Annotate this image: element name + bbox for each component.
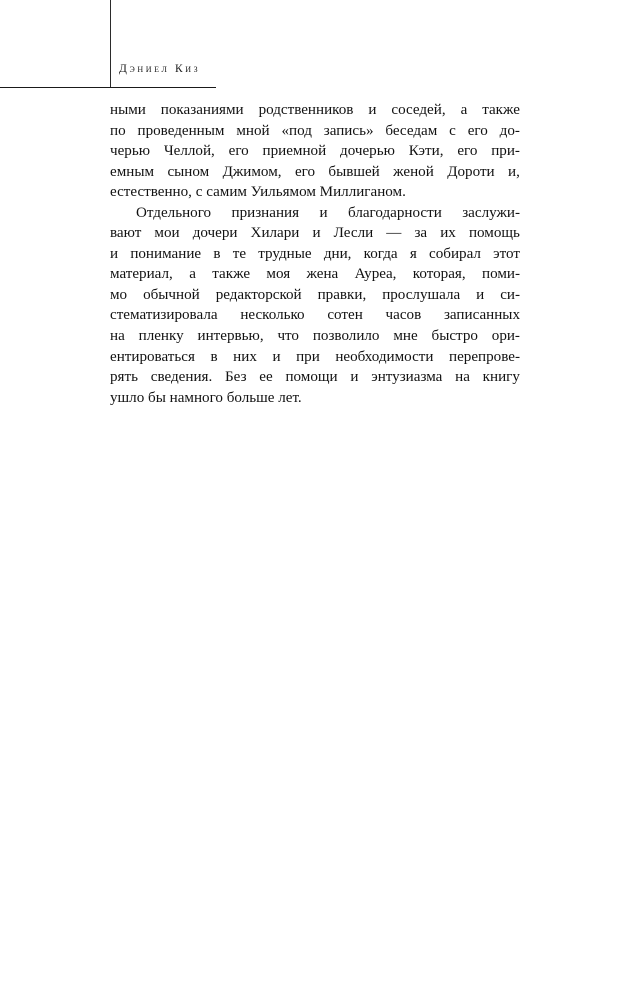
word: ентироваться	[110, 348, 195, 365]
word: и	[312, 225, 321, 242]
text-line	[110, 264, 520, 285]
word: стематизировала	[110, 307, 218, 324]
word: емным	[110, 163, 155, 180]
word: несколько	[240, 307, 305, 324]
word: прослушала	[382, 286, 461, 303]
word: жена	[306, 266, 339, 283]
word: с	[449, 122, 456, 139]
word: показаниями	[160, 102, 244, 118]
word: запись»	[323, 122, 374, 139]
word: его	[294, 163, 315, 180]
word: поми-	[482, 266, 520, 283]
word: пленку	[138, 328, 184, 345]
word: их	[440, 225, 456, 242]
word: дни,	[323, 245, 352, 262]
word: за	[414, 225, 428, 242]
word: помощи	[285, 369, 338, 386]
word: помощь	[468, 225, 520, 242]
word: родственников	[258, 102, 354, 118]
word: на	[455, 369, 470, 386]
running-head-author: Дэниел Киз	[119, 63, 201, 75]
word: и	[319, 204, 328, 221]
word: я	[409, 245, 417, 262]
word: в	[213, 245, 221, 262]
text-line	[110, 244, 520, 265]
word: Джимом,	[222, 163, 282, 180]
word: те	[232, 245, 247, 262]
word: Дороти	[447, 163, 495, 180]
word: часов	[385, 307, 422, 324]
header-horizontal-rule	[0, 87, 216, 88]
word: собирал	[429, 245, 481, 262]
word: по	[110, 122, 126, 139]
word: также	[212, 266, 251, 283]
word: дочери	[192, 225, 238, 242]
word: беседам	[385, 122, 438, 139]
text-line: естественно, с самим Уильямом Миллиганом.	[110, 184, 406, 201]
word: перепрове-	[449, 348, 520, 365]
word: также	[482, 102, 520, 118]
word: и	[350, 369, 359, 386]
word: интервью,	[197, 328, 264, 345]
word: заслужи-	[462, 204, 520, 221]
word: приемной	[262, 143, 327, 160]
word: Лесли	[333, 225, 374, 242]
word: проведенным	[137, 122, 225, 139]
word: обычной	[143, 286, 200, 303]
text-line	[110, 121, 520, 142]
word: материал,	[110, 266, 173, 283]
word: когда	[363, 245, 398, 262]
word: Отдельного	[136, 204, 212, 221]
word: быстро	[431, 328, 478, 345]
word: и,	[508, 163, 520, 180]
word: мо	[110, 286, 128, 303]
word: Без	[225, 369, 247, 386]
word: них	[233, 348, 257, 365]
header-vertical-rule	[110, 0, 111, 88]
word: Кэти,	[408, 143, 444, 160]
word: а	[189, 266, 196, 283]
word: ными	[110, 102, 146, 118]
word: дочерью	[340, 143, 395, 160]
word: —	[386, 225, 402, 242]
text-line: ушло бы намного больше лет.	[110, 389, 302, 406]
paragraph-2	[110, 203, 520, 408]
word: а	[460, 102, 468, 118]
word: в	[210, 348, 218, 365]
word: Челлой,	[163, 143, 215, 160]
word: Хилари	[250, 225, 300, 242]
word: этот	[493, 245, 520, 262]
word: и	[272, 348, 281, 365]
word: при-	[491, 143, 520, 160]
word: что	[277, 328, 299, 345]
word: записанных	[443, 307, 520, 324]
word: на	[110, 328, 125, 345]
word: сыном	[167, 163, 210, 180]
word: его	[467, 122, 488, 139]
word: черью	[110, 143, 150, 160]
word: и	[368, 102, 377, 118]
word: правки,	[317, 286, 367, 303]
word: книгу	[482, 369, 520, 386]
word: его	[457, 143, 478, 160]
word: позволило	[312, 328, 380, 345]
word: и	[110, 245, 119, 262]
text-line	[110, 326, 520, 347]
word: рять	[110, 369, 138, 386]
text-line	[110, 285, 520, 306]
word: соседей,	[391, 102, 446, 118]
word: и	[476, 286, 485, 303]
word: сведения.	[150, 369, 213, 386]
paragraph-1	[110, 100, 520, 203]
text-line	[110, 141, 520, 162]
word: мне	[393, 328, 418, 345]
word: при	[296, 348, 320, 365]
body-text-block	[110, 100, 520, 408]
text-line	[110, 367, 520, 388]
word: Aypea,	[354, 266, 397, 283]
word: мной	[236, 122, 270, 139]
text-line	[110, 223, 520, 244]
word: которая,	[412, 266, 466, 283]
word: «под	[281, 122, 312, 139]
word: энтузиазма	[371, 369, 443, 386]
word: ори-	[491, 328, 520, 345]
word: сотен	[327, 307, 363, 324]
text-line	[110, 347, 520, 368]
text-line	[110, 305, 520, 326]
word: признания	[231, 204, 300, 221]
word: до-	[499, 122, 520, 139]
word: трудные	[258, 245, 312, 262]
word: вают	[110, 225, 142, 242]
word: моя	[266, 266, 291, 283]
word: благодарности	[348, 204, 442, 221]
word: необходимости	[335, 348, 434, 365]
word: редакторской	[215, 286, 302, 303]
word: си-	[500, 286, 520, 303]
word: понимание	[130, 245, 202, 262]
word: женой	[393, 163, 434, 180]
word: мои	[154, 225, 180, 242]
word: его	[228, 143, 249, 160]
word: бывшей	[328, 163, 380, 180]
text-line	[110, 100, 520, 121]
text-line	[110, 203, 520, 224]
text-line	[110, 162, 520, 183]
word: ее	[259, 369, 273, 386]
